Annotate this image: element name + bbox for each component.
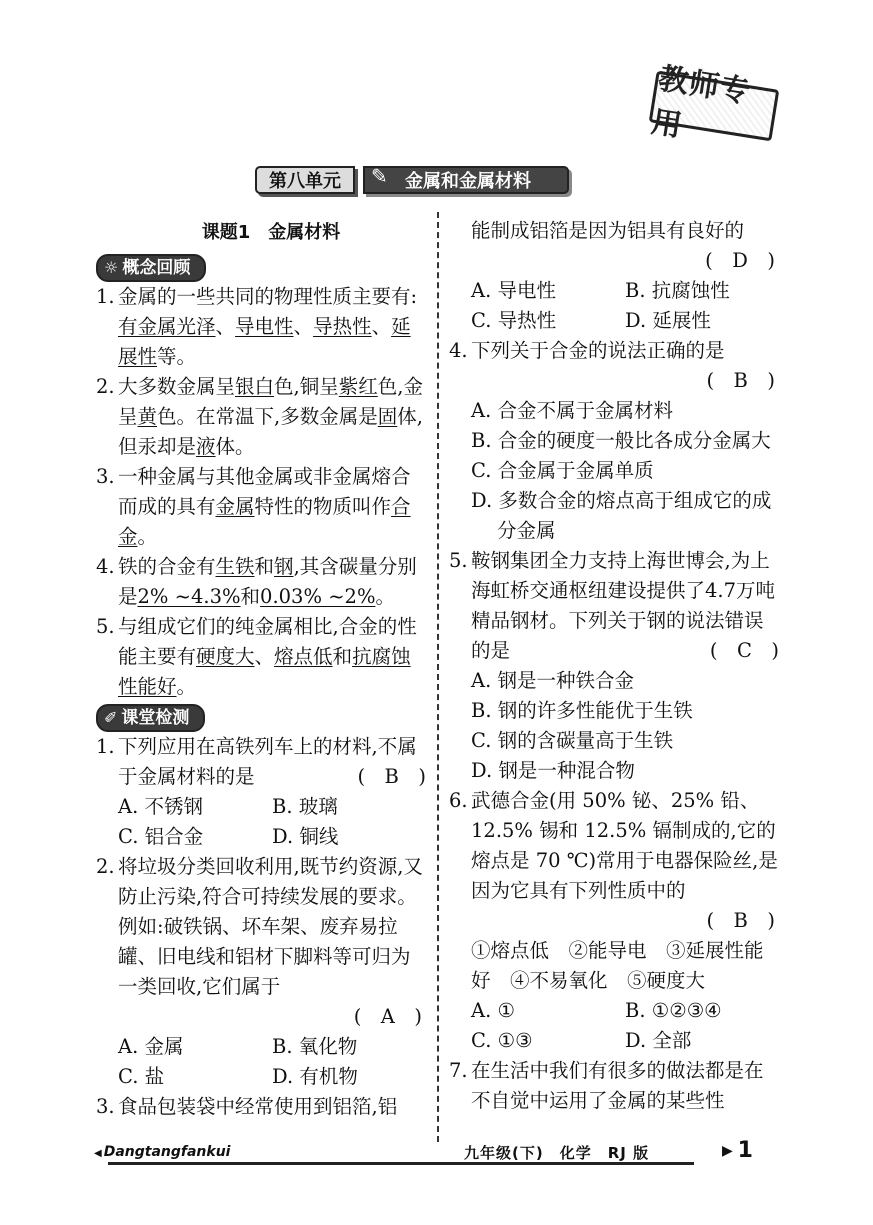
concept-text: 、 bbox=[371, 315, 392, 338]
option: C. 合金属于金属单质 bbox=[471, 459, 654, 482]
unit-title bbox=[363, 166, 569, 194]
question-number: 1. bbox=[96, 735, 115, 758]
concept-text: 色。在常温下,多数金属是 bbox=[157, 405, 378, 428]
concept-text: 铁的合金有 bbox=[118, 555, 216, 578]
concept-text: 一种金属与其他金属或非金属熔合而成的具有 bbox=[118, 465, 411, 518]
footer-grade-info: 九年级(下) 化学 RJ 版 bbox=[464, 1144, 650, 1162]
answer-blank: 黄 bbox=[137, 405, 158, 428]
section-class-label: 课堂检测 bbox=[121, 708, 190, 728]
unit-number: 第八单元 bbox=[255, 166, 355, 194]
concept-text: 体,但汞却是 bbox=[118, 405, 423, 458]
q6-options bbox=[449, 996, 779, 1056]
page-number: ▶ 1 bbox=[722, 1138, 753, 1163]
answer-blank: 延展性 bbox=[118, 315, 411, 368]
option: A. ① bbox=[471, 999, 515, 1022]
question-number: 7. bbox=[449, 1059, 468, 1082]
concept-number: 5. bbox=[96, 615, 115, 638]
answer-blank: 导热性 bbox=[313, 315, 372, 338]
question-3-continued: 能制成铝箔是因为铝具有良好的 bbox=[471, 219, 745, 242]
concept-item bbox=[96, 372, 426, 462]
answer-blank: 熔点低 bbox=[274, 645, 333, 668]
answer-blank: 导电性 bbox=[235, 315, 294, 338]
concept-item bbox=[96, 612, 426, 702]
concept-item bbox=[96, 552, 426, 612]
option: A. 金属 bbox=[118, 1035, 184, 1058]
option: A. 导电性 bbox=[471, 279, 556, 302]
concept-number: 3. bbox=[96, 465, 115, 488]
q3-options bbox=[449, 276, 779, 336]
section-concept-review bbox=[96, 254, 206, 282]
question-stem: 鞍钢集团全力支持上海世博会,为上海虹桥交通枢纽建设提供了4.7万吨精品钢材。下列关于钢的说法错误的是 bbox=[471, 549, 776, 662]
question-stem: 下列关于合金的说法正确的是 bbox=[471, 339, 725, 362]
question-number: 3. bbox=[96, 1095, 115, 1118]
q1-options bbox=[96, 792, 426, 852]
q4-options bbox=[449, 396, 779, 546]
option: B. 抗腐蚀性 bbox=[625, 279, 730, 302]
option: A. 合金不属于金属材料 bbox=[471, 399, 673, 422]
question-1 bbox=[96, 732, 426, 792]
q6-properties: ①熔点低 ②能导电 ③延展性能好 ④不易氧化 ⑤硬度大 bbox=[471, 939, 764, 992]
concept-text: 。 bbox=[137, 525, 158, 548]
concept-text: 色,金呈 bbox=[118, 375, 423, 428]
question-2 bbox=[96, 852, 426, 1002]
concept-text: 、 bbox=[293, 315, 314, 338]
option: B. 玻璃 bbox=[272, 795, 338, 818]
option: D. 多数合金的熔点高于组成它的成分金属 bbox=[471, 489, 772, 542]
option: C. 铝合金 bbox=[118, 825, 204, 848]
question-3 bbox=[96, 1092, 426, 1122]
concept-text: 、 bbox=[215, 315, 236, 338]
magic-wand-icon: ✎ bbox=[371, 164, 388, 188]
lesson-title: 课题1 金属材料 bbox=[201, 222, 341, 243]
concept-text: 与组成它们的纯金属相比,合金的性能主要有 bbox=[118, 615, 417, 668]
concept-text: 和 bbox=[332, 645, 353, 668]
concept-list bbox=[96, 282, 426, 702]
answer-bracket: ( A ) bbox=[353, 1005, 422, 1028]
answer-blank: 钢 bbox=[274, 555, 294, 578]
option: B. ①②③④ bbox=[625, 999, 722, 1022]
concept-item bbox=[96, 462, 426, 552]
question-stem: 将垃圾分类回收利用,既节约资源,又防止污染,符合可持续发展的要求。例如:破铁锅、坏车架、废弃易拉罐、旧电线和铝材下脚料等可归为一类回收,它们属于 bbox=[118, 855, 423, 998]
section-concept-label: 概念回顾 bbox=[122, 258, 191, 278]
answer-bracket: ( C ) bbox=[709, 639, 779, 662]
concept-text: ,其含碳量分别是 bbox=[118, 555, 417, 608]
concept-number: 4. bbox=[96, 555, 115, 578]
concept-text: 金属的一些共同的物理性质主要有: bbox=[118, 285, 418, 308]
question-stem: 食品包装袋中经常使用到铝箔,铝 bbox=[118, 1095, 398, 1118]
question-number: 6. bbox=[449, 789, 468, 812]
option: B. 合金的硬度一般比各成分金属大 bbox=[471, 429, 771, 452]
concept-text: 。 bbox=[375, 585, 395, 608]
concept-text: 色,铜呈 bbox=[274, 375, 339, 398]
option: C. ①③ bbox=[471, 1029, 533, 1052]
concept-text: 体。 bbox=[215, 435, 255, 458]
concept-text: 和 bbox=[254, 555, 275, 578]
answer-bracket: ( D ) bbox=[705, 249, 775, 272]
concept-number: 1. bbox=[96, 285, 115, 308]
question-stem: 下列应用在高铁列车上的材料,不属于金属材料的是 bbox=[118, 735, 417, 788]
option: C. 钢的含碳量高于生铁 bbox=[471, 729, 674, 752]
concept-text: 、 bbox=[254, 645, 275, 668]
answer-bracket: ( B ) bbox=[706, 909, 775, 932]
answer-blank: 生铁 bbox=[215, 555, 255, 578]
answer-bracket: ( B ) bbox=[706, 369, 775, 392]
question-4 bbox=[449, 336, 779, 366]
question-6 bbox=[449, 786, 779, 906]
question-stem: 在生活中我们有很多的做法都是在不自觉中运用了金属的某些性 bbox=[471, 1059, 764, 1112]
option: D. 有机物 bbox=[272, 1065, 358, 1088]
answer-blank: 银白 bbox=[235, 375, 275, 398]
option: D. 钢是一种混合物 bbox=[471, 759, 635, 782]
right-column bbox=[449, 216, 779, 1116]
option: D. 延展性 bbox=[625, 309, 711, 332]
concept-text: 等。 bbox=[157, 345, 197, 368]
answer-blank: 合金 bbox=[118, 495, 411, 548]
answer-blank: 0.03% ~2% bbox=[260, 585, 376, 608]
page-footer bbox=[94, 1140, 784, 1170]
q2-options bbox=[96, 1032, 426, 1092]
lightbulb-icon: ☼ bbox=[104, 258, 119, 277]
question-number: 4. bbox=[449, 339, 468, 362]
unit-title-text: 金属和金属材料 bbox=[405, 171, 531, 192]
answer-blank: 液 bbox=[196, 435, 216, 458]
concept-text: 大多数金属呈 bbox=[118, 375, 236, 398]
answer-blank: 有金属光泽 bbox=[118, 315, 216, 338]
teacher-only-stamp: 教师专用 bbox=[649, 71, 780, 142]
answer-blank: 紫红 bbox=[338, 375, 378, 398]
question-number: 5. bbox=[449, 549, 468, 572]
answer-blank: 硬度大 bbox=[196, 645, 255, 668]
option: C. 盐 bbox=[118, 1065, 165, 1088]
option: D. 全部 bbox=[625, 1029, 692, 1052]
concept-number: 2. bbox=[96, 375, 115, 398]
answer-blank: 抗腐蚀性能好 bbox=[118, 645, 411, 698]
concept-text: 特性的物质叫作 bbox=[254, 495, 392, 518]
question-5 bbox=[449, 546, 779, 666]
option: B. 钢的许多性能优于生铁 bbox=[471, 699, 693, 722]
option: D. 铜线 bbox=[272, 825, 339, 848]
question-stem: 武德合金(用 50% 铋、25% 铅、12.5% 锡和 12.5% 镉制成的,它的熔点是 70 ℃)常用于电器保险丝,是因为它具有下列性质中的 bbox=[471, 789, 778, 902]
footer-brand: ◀ Dangtangfankui bbox=[94, 1144, 230, 1160]
option: A. 钢是一种铁合金 bbox=[471, 669, 634, 692]
pencil-icon: ✐ bbox=[104, 708, 118, 727]
unit-banner bbox=[255, 164, 569, 193]
question-7 bbox=[449, 1056, 779, 1116]
concept-text: 。 bbox=[176, 675, 197, 698]
left-column bbox=[96, 216, 426, 1122]
answer-bracket: ( B ) bbox=[357, 765, 426, 788]
concept-text: 和 bbox=[240, 585, 261, 608]
answer-blank: 金属 bbox=[215, 495, 255, 518]
option: B. 氧化物 bbox=[272, 1035, 358, 1058]
option: C. 导热性 bbox=[471, 309, 557, 332]
answer-blank: 固 bbox=[377, 405, 398, 428]
question-number: 2. bbox=[96, 855, 115, 878]
option: A. 不锈钢 bbox=[118, 795, 203, 818]
column-divider bbox=[437, 212, 439, 1142]
q5-options bbox=[449, 666, 779, 786]
concept-item bbox=[96, 282, 426, 372]
section-class-check bbox=[96, 704, 205, 732]
answer-blank: 2% ~4.3% bbox=[137, 585, 241, 608]
